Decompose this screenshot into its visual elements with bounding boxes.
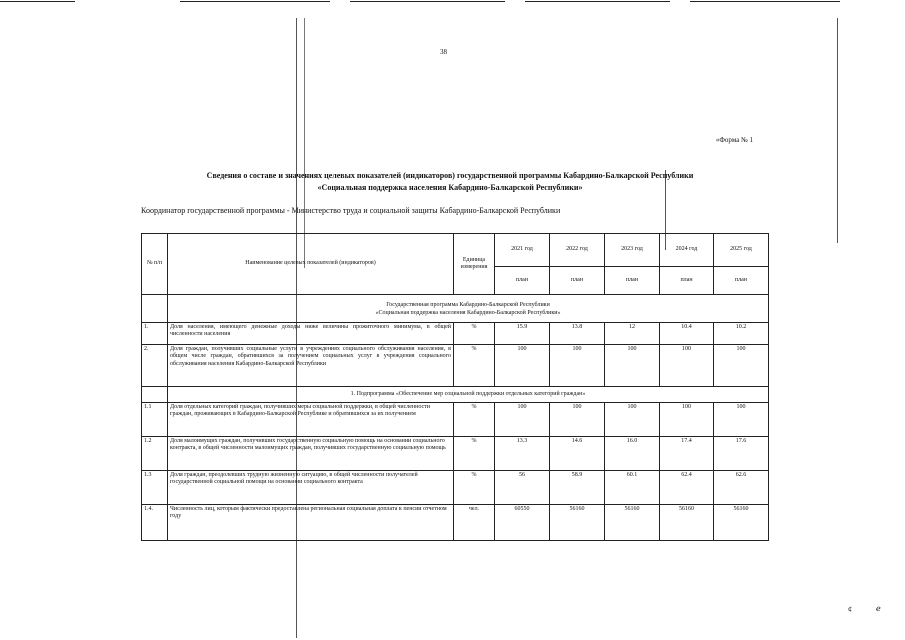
scan-line-top-2 <box>180 1 330 2</box>
row-value-2022: 56160 <box>550 505 605 541</box>
row-indicator-name: Доля малоимущих граждан, получивших государственную социальную помощь на основании социального контракта, в общей численности малоимущих граждан, получивших государственную социальную помощь <box>168 437 454 471</box>
header-plan: план <box>605 267 660 295</box>
header-year-2023: 2023 год <box>605 234 660 267</box>
row-value-2022: 100 <box>550 345 605 387</box>
header-name: Наименование целевых показателей (индикаторов) <box>168 234 454 295</box>
scan-line-vertical-right <box>837 18 838 243</box>
header-year-2024: 2024 год <box>660 234 714 267</box>
row-value-2023: 60.1 <box>605 471 660 505</box>
table-row <box>142 505 769 541</box>
header-year-2025: 2025 год <box>714 234 769 267</box>
title-line-1: Сведения о составе и значениях целевых показателей (индикаторов) государственной программы Кабардино-Балкарской Республики <box>206 171 694 180</box>
row-unit: % <box>454 345 495 387</box>
program-title-line-2: «Социальная поддержка населения Кабардино-Балкарской Республики» <box>375 309 561 316</box>
table-row <box>142 323 769 345</box>
row-unit: чел. <box>454 505 495 541</box>
coordinator-text: Координатор государственной программы - Министерство труда и социальной защиты Кабардино-Балкарской Республики <box>141 206 561 215</box>
row-value-2021: 100 <box>495 345 550 387</box>
row-value-2023: 16.0 <box>605 437 660 471</box>
row-value-2024: 17.4 <box>660 437 714 471</box>
header-plan: план <box>550 267 605 295</box>
row-unit: % <box>454 323 495 345</box>
table-row <box>142 403 769 437</box>
row-unit: % <box>454 437 495 471</box>
page-number: 38 <box>440 48 447 56</box>
scan-line-top-3 <box>350 1 505 2</box>
subprogram-blank-cell <box>142 387 168 403</box>
title-line-2: «Социальная поддержка населения Кабардино-Балкарской Республики» <box>317 183 583 192</box>
scan-line-top-4 <box>525 1 670 2</box>
row-num: 2. <box>142 345 168 387</box>
row-num: 1. <box>142 323 168 345</box>
header-plan: план <box>660 267 714 295</box>
row-value-2025: 17.6 <box>714 437 769 471</box>
program-section <box>168 295 769 323</box>
row-value-2025: 100 <box>714 403 769 437</box>
form-label: «Форма № 1 <box>715 136 753 144</box>
row-indicator-name: Доля граждан, преодолевших трудную жизненную ситуацию, в общей численности получателей государственной социальной помощи на основании социального контракта <box>168 471 454 505</box>
table-row <box>142 437 769 471</box>
row-num: 1.2 <box>142 437 168 471</box>
row-value-2024: 10.4 <box>660 323 714 345</box>
row-value-2022: 13.8 <box>550 323 605 345</box>
subprogram-section: 1. Подпрограмма «Обеспечение мер социальной поддержки отдельных категорий граждан» <box>168 387 769 403</box>
row-value-2022: 58.9 <box>550 471 605 505</box>
row-value-2025: 56160 <box>714 505 769 541</box>
header-plan: план <box>714 267 769 295</box>
row-value-2023: 56160 <box>605 505 660 541</box>
row-indicator-name: Доля граждан, получивших социальные услуги в учреждениях социального обслуживания населения, в общем числе граждан, обратившихся за получением социальных услуг в учреждения социального обслуживания населения Кабардино-Балкарской Республики <box>168 345 454 387</box>
document-title <box>140 170 760 194</box>
row-value-2021: 15.9 <box>495 323 550 345</box>
row-value-2023: 100 <box>605 403 660 437</box>
scan-line-vertical-left-2 <box>304 18 305 268</box>
row-num: 1.4. <box>142 505 168 541</box>
scan-line-top-5 <box>690 1 840 2</box>
header-plan: план <box>495 267 550 295</box>
row-value-2024: 100 <box>660 345 714 387</box>
header-unit: Единица измерения <box>454 234 495 295</box>
program-title-line-1: Государственная программа Кабардино-Балкарской Республики <box>386 301 550 308</box>
header-year-2022: 2022 год <box>550 234 605 267</box>
row-indicator-name: Доля отдельных категорий граждан, получивших меры социальной поддержки, в общей численности граждан, проживающих в Кабардино-Балкарской Республике и обратившихся за их получением <box>168 403 454 437</box>
row-value-2024: 62.4 <box>660 471 714 505</box>
row-value-2021: 60550 <box>495 505 550 541</box>
row-value-2023: 100 <box>605 345 660 387</box>
row-unit: % <box>454 403 495 437</box>
scan-mark: ℯ <box>876 604 881 613</box>
row-indicator-name: Численность лиц, которым фактически предоставлена региональная социальная доплата к пенсии отчетном году <box>168 505 454 541</box>
header-year-2021: 2021 год <box>495 234 550 267</box>
indicators-table <box>141 233 769 541</box>
row-num: 1.3 <box>142 471 168 505</box>
header-num: № п/п <box>142 234 168 295</box>
row-value-2024: 100 <box>660 403 714 437</box>
row-unit: % <box>454 471 495 505</box>
scan-line-top-1 <box>0 1 75 2</box>
row-value-2021: 13.3 <box>495 437 550 471</box>
table-row <box>142 471 769 505</box>
table-row <box>142 345 769 387</box>
row-indicator-name: Доля населения, имеющего денежные доходы ниже величины прожиточного минимума, в общей численности населения <box>168 323 454 345</box>
row-num: 1.1 <box>142 403 168 437</box>
row-value-2025: 62.6 <box>714 471 769 505</box>
scan-mark: ¢ <box>848 605 852 614</box>
row-value-2022: 14.6 <box>550 437 605 471</box>
row-value-2024: 56160 <box>660 505 714 541</box>
row-value-2023: 12 <box>605 323 660 345</box>
row-value-2021: 100 <box>495 403 550 437</box>
row-value-2021: 56 <box>495 471 550 505</box>
row-value-2022: 100 <box>550 403 605 437</box>
row-value-2025: 10.2 <box>714 323 769 345</box>
row-value-2025: 100 <box>714 345 769 387</box>
program-blank-cell <box>142 295 168 323</box>
